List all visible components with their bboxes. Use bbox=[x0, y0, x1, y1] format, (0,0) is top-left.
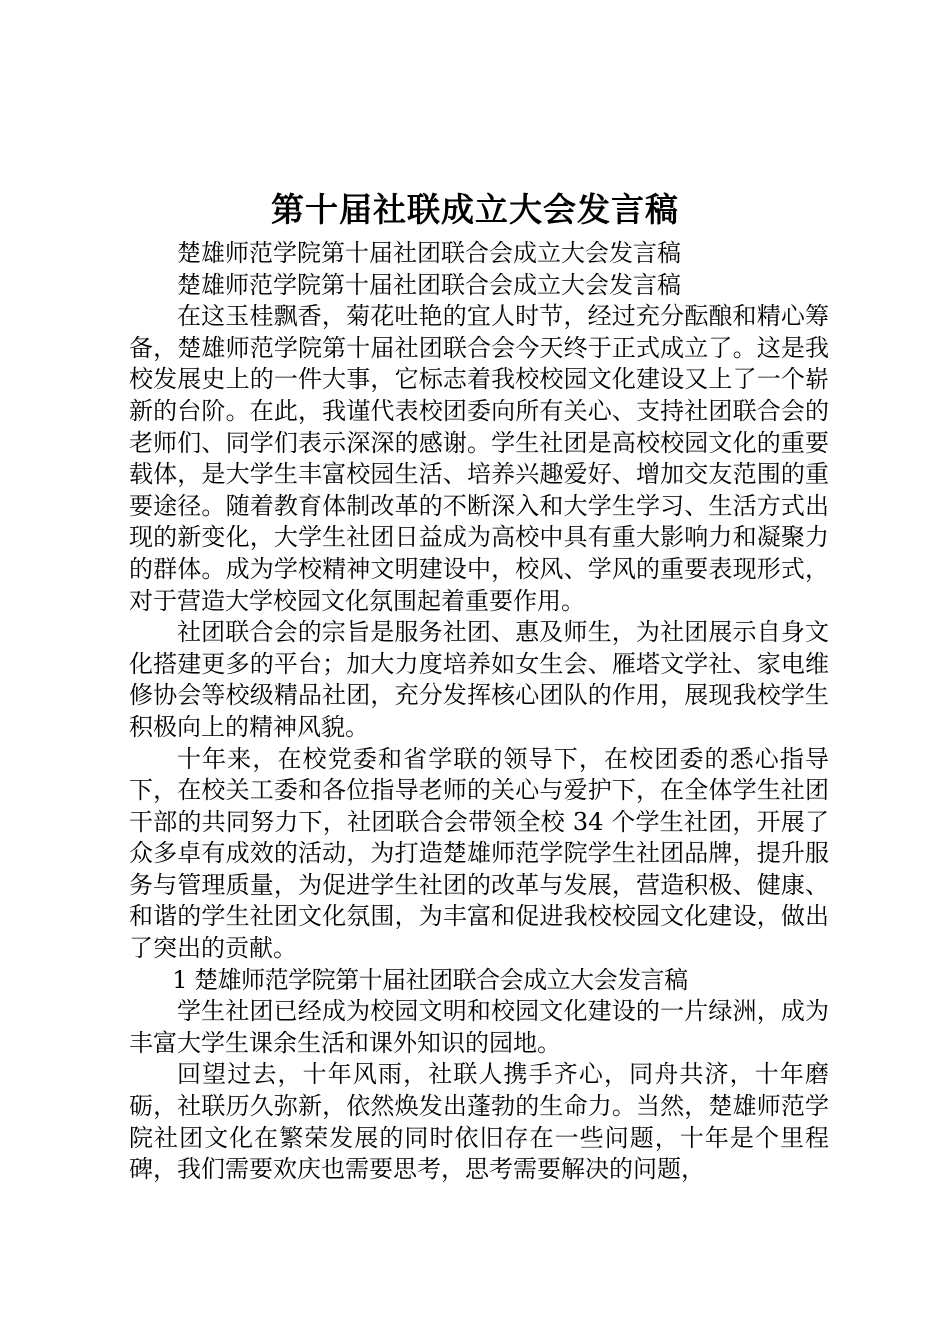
body-paragraph: 在这玉桂飘香，菊花吐艳的宜人时节，经过充分酝酿和精心筹备，楚雄师范学院第十届社团联合会今天终于正式成立了。这是我校发展史上的一件大事，它标志着我校校园文化建设又上了一个崭新的台阶。在此，我谨代表校团委向所有关心、支持社团联合会的老师们、同学们表示深深的感谢。学生社团是高校校园文化的重要载体，是大学生丰富校园生活、培养兴趣爱好、增加交友范围的重要途径。随着教育体制改革的不断深入和大学生学习、生活方式出现的新变化，大学生社团日益成为高校中具有重大影响力和凝聚力的群体。成为学校精神文明建设中，校风、学风的重要表现形式，对于营造大学校园文化氛围起着重要作用。 bbox=[129, 302, 829, 615]
body-paragraph: 回望过去，十年风雨，社联人携手齐心，同舟共济，十年磨砺，社联历久弥新，依然焕发出蓬勃的生命力。当然，楚雄师范学院社团文化在繁荣发展的同时依旧存在一些问题，十年是个里程碑，我们需要欢庆也需要思考，思考需要解决的问题， bbox=[129, 1060, 829, 1184]
document-body bbox=[129, 238, 829, 1186]
body-paragraph: 十年来，在校党委和省学联的领导下，在校团委的悉心指导下，在校关工委和各位指导老师的关心与爱护下，在全体学生社团干部的共同努力下，社团联合会带领全校 34 个学生社团，开展了众多卓有成效的活动，为打造楚雄师范学院学生社团品牌，提升服务与管理质量，为促进学生社团的改革与发展，营造积极、健康、和谐的学生社团文化氛围，为丰富和促进我校校园文化建设，做出了突出的贡献。 bbox=[129, 744, 829, 963]
subtitle-line: 楚雄师范学院第十届社团联合会成立大会发言稿 bbox=[177, 239, 681, 267]
body-paragraph: 社团联合会的宗旨是服务社团、惠及师生，为社团展示自身文化搭建更多的平台；加大力度培养如女生会、雁塔文学社、家电维修协会等校级精品社团，充分发挥核心团队的作用，展现我校学生积极向上的精神风貌。 bbox=[129, 618, 829, 741]
subtitle-line: 楚雄师范学院第十届社团联合会成立大会发言稿 bbox=[177, 270, 681, 299]
body-paragraph: 学生社团已经成为校园文明和校园文化建设的一片绿洲，成为丰富大学生课余生活和课外知识的园地。 bbox=[129, 997, 829, 1057]
page-reference-line: 1 楚雄师范学院第十届社团联合会成立大会发言稿 bbox=[172, 965, 688, 994]
document-title: 第十届社联成立大会发言稿 bbox=[271, 190, 679, 229]
